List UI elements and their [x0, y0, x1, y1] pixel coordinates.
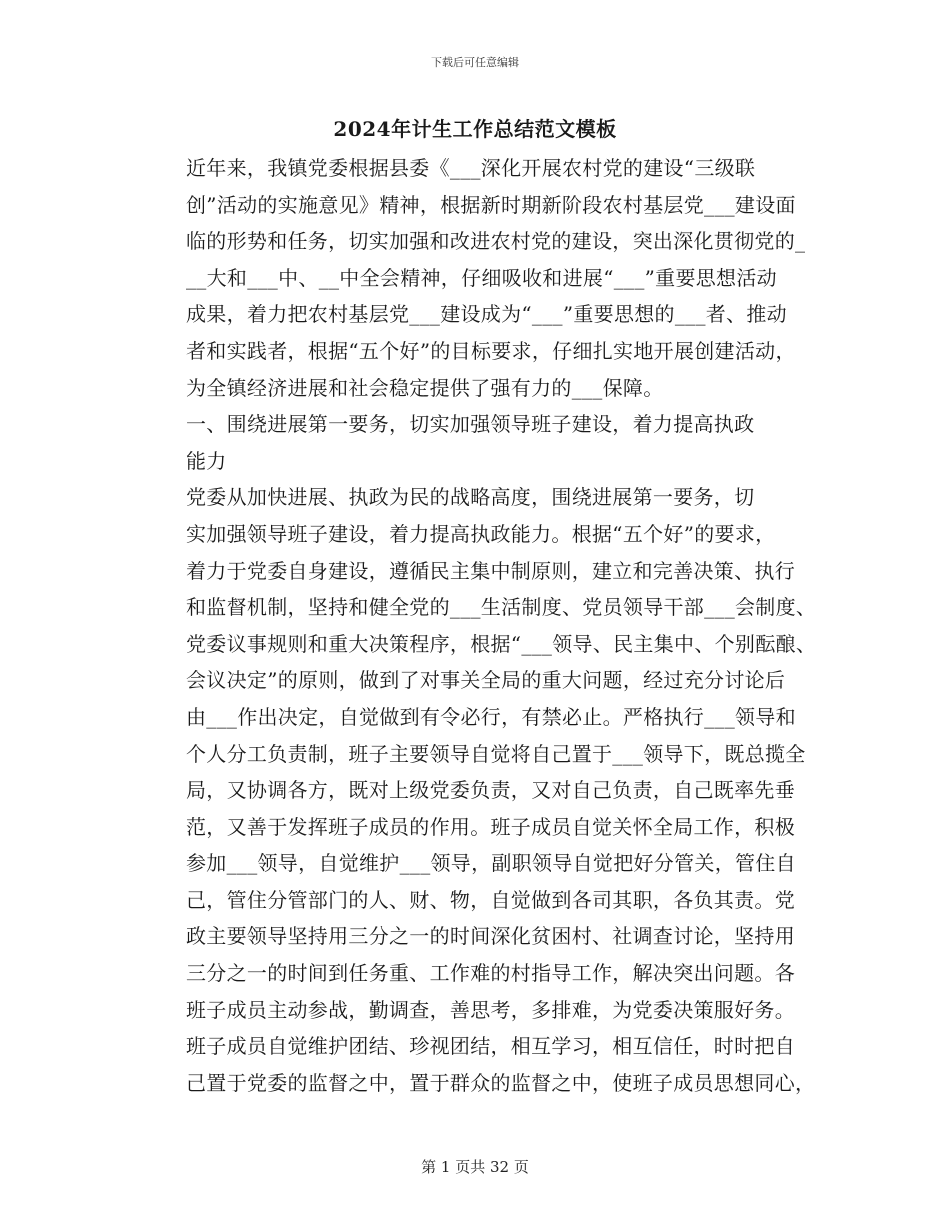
- text-line: 会议决定”的原则，做到了对事关全局的重大问题，经过充分讨论后: [186, 668, 786, 693]
- text-line: 近年来，我镇党委根据县委《___深化开展农村党的建设“三级联: [186, 156, 756, 180]
- text-line: __大和___中、__中全会精神，仔细吸收和进展“___”重要思想活动: [186, 265, 777, 290]
- text-line: 党委从加快进展、执政为民的战略高度，围绕进展第一要务，切: [186, 485, 755, 510]
- text-line: 班子成员自觉维护团结、珍视团结，相互学习，相互信任，时时把自: [186, 1034, 795, 1059]
- document-body: [142, 150, 817, 1101]
- text-line: 者和实践者，根据“五个好”的目标要求，仔细扎实地开展创建活动，: [186, 338, 796, 363]
- text-line: 己置于党委的监督之中，置于群众的监督之中，使班子成员思想同心，: [186, 1070, 816, 1095]
- text-line: 党委议事规则和重大决策程序，根据“___领导、民主集中、个别酝酿、: [186, 631, 817, 656]
- text-line: 实加强领导班子建设，着力提高执政能力。根据“五个好”的要求，: [186, 521, 776, 546]
- document-title: 2024年计生工作总结范文模板: [333, 117, 617, 141]
- text-line: 为全镇经济进展和社会稳定提供了强有力的___保障。: [186, 375, 664, 400]
- text-line: 着力于党委自身建设，遵循民主集中制原则，建立和完善决策、执行: [186, 558, 795, 583]
- paragraph: [142, 479, 817, 1101]
- paragraph: [142, 406, 814, 479]
- text-line: 能力: [186, 448, 227, 473]
- text-line: 一、围绕进展第一要务，切实加强领导班子建设，着力提高执政: [186, 412, 755, 437]
- text-line: 和监督机制，坚持和健全党的___生活制度、党员领导干部___会制度、: [186, 595, 817, 620]
- page-number-footer: 第 1 页共 32 页: [421, 1158, 529, 1176]
- text-line: 班子成员主动参战，勤调查，善思考，多排难，为党委决策服好务。: [186, 997, 795, 1022]
- paragraph: [142, 150, 814, 406]
- text-line: 己，管住分管部门的人、财、物，自觉做到各司其职，各负其责。党: [186, 887, 795, 912]
- page-header-note: 下载后可任意编辑: [431, 56, 519, 69]
- text-line: 成果，着力把农村基层党___建设成为“___”重要思想的___者、推动: [186, 302, 787, 327]
- text-line: 范，又善于发挥班子成员的作用。班子成员自觉关怀全局工作，积极: [186, 814, 795, 839]
- text-line: 临的形势和任务，切实加强和改进农村党的建设，突出深化贯彻党的_: [186, 229, 806, 254]
- text-line: 由___作出决定，自觉做到有令必行，有禁必止。严格执行___领导和: [186, 704, 796, 729]
- text-line: 局，又协调各方，既对上级党委负责，又对自己负责，自己既率先垂: [186, 778, 795, 803]
- text-line: 三分之一的时间到任务重、工作难的村指导工作，解决突出问题。各: [186, 961, 795, 986]
- text-line: 个人分工负责制，班子主要领导自觉将自己置于___领导下，既总揽全: [186, 741, 806, 766]
- text-line: 政主要领导坚持用三分之一的时间深化贫困村、社调查讨论，坚持用: [186, 924, 795, 949]
- text-line: 创”活动的实施意见》精神，根据新时期新阶段农村基层党___建设面: [186, 192, 796, 217]
- text-line: 参加___领导，自觉维护___领导，副职领导自觉把好分管关，管住自: [186, 851, 796, 876]
